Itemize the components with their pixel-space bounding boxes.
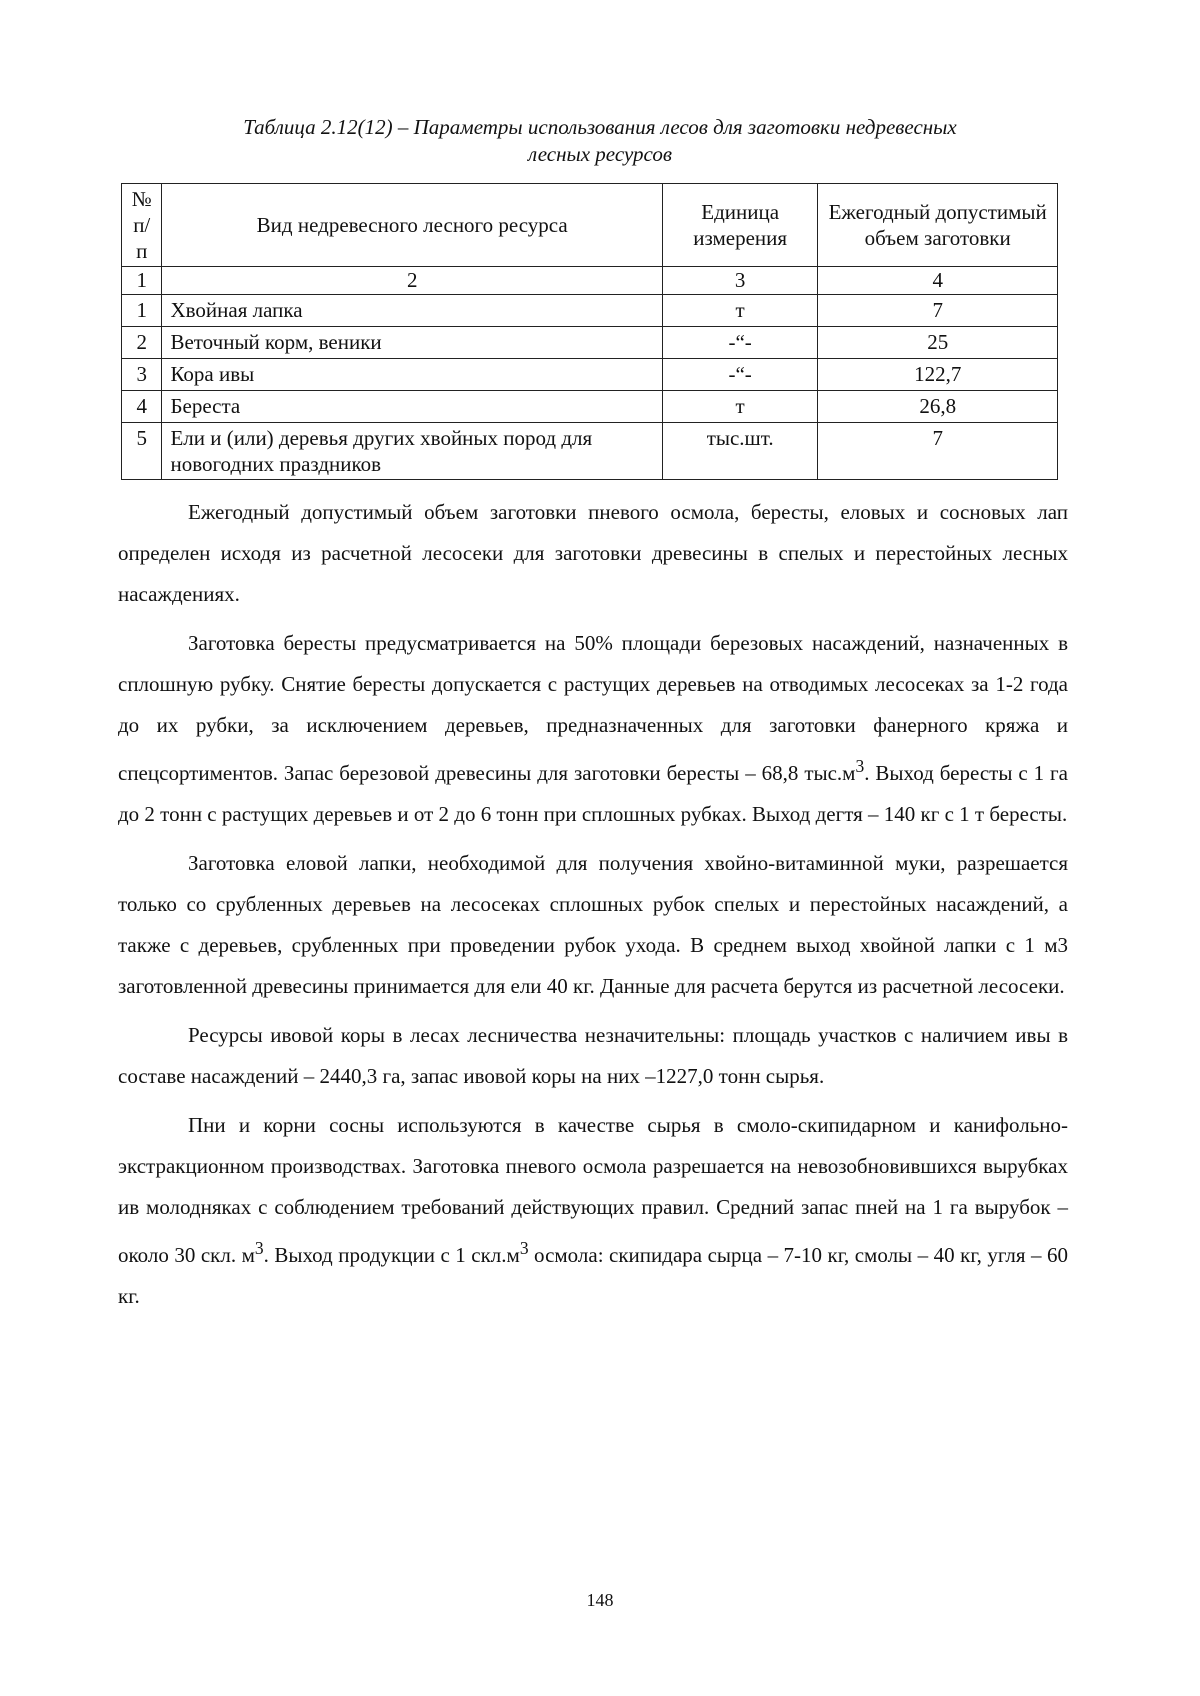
- row-volume: 122,7: [818, 359, 1058, 391]
- resources-table: [121, 183, 1058, 480]
- paragraph-5-part-b: . Выход продукции с 1 скл.м: [263, 1243, 520, 1267]
- superscript-3: 3: [519, 1238, 529, 1258]
- row-volume: 7: [818, 423, 1058, 480]
- paragraph-2: [118, 623, 1068, 835]
- paragraph-3: Заготовка еловой лапки, необходимой для получения хвойно-витаминной муки, разрешается только со срубленных деревьев на лесосеках сплошных рубок спелых и перестойных насаждений, а также с деревьев, срубленных при проведении рубок ухода. В среднем выход хвойной лапки с 1 м3 заготовленной древесины принимается для ели 40 кг. Данные для расчета берутся из расчетной лесосеки.: [118, 851, 1068, 998]
- table-index-row: [122, 267, 1058, 295]
- row-unit: -“-: [662, 359, 817, 391]
- row-volume: 26,8: [818, 391, 1058, 423]
- paragraph-5-part-c: осмола: скипидара сырца – 7-10 кг, смолы – 40 кг, угля – 60 кг.: [118, 1243, 1068, 1308]
- superscript-3: 3: [855, 756, 865, 776]
- row-num: 2: [122, 327, 162, 359]
- table-row: [122, 391, 1058, 423]
- row-unit: тыс.шт.: [662, 423, 817, 480]
- index-cell: 2: [162, 267, 662, 295]
- header-num: № п/п: [122, 184, 162, 267]
- page-number: 148: [586, 1590, 614, 1610]
- row-resource: Веточный корм, веники: [162, 327, 662, 359]
- header-unit: Единица измерения: [662, 184, 817, 267]
- table-row: [122, 359, 1058, 391]
- row-unit: т: [662, 295, 817, 327]
- table-header-row: [122, 184, 1058, 267]
- row-num: 1: [122, 295, 162, 327]
- row-num: 5: [122, 423, 162, 480]
- row-resource: Хвойная лапка: [162, 295, 662, 327]
- caption-line-1: Таблица 2.12(12) – Параметры использования лесов для заготовки недревесных: [243, 115, 957, 139]
- row-num: 4: [122, 391, 162, 423]
- superscript-3: 3: [254, 1238, 264, 1258]
- header-resource: Вид недревесного лесного ресурса: [162, 184, 662, 267]
- row-unit: -“-: [662, 327, 817, 359]
- row-unit: т: [662, 391, 817, 423]
- paragraph-5: [118, 1105, 1068, 1317]
- table-row: [122, 295, 1058, 327]
- row-volume: 25: [818, 327, 1058, 359]
- paragraph-5-part-a: Пни и корни сосны используются в качестве сырья в смоло-скипидарном и канифольно-экстракционном производствах. Заготовка пневого осмола разрешается на невозобновившихся вырубках ив молодняках с соблюдением требований действующих правил. Средний запас пней на 1 га вырубок – около 30 скл. м: [118, 1113, 1068, 1267]
- row-volume: 7: [818, 295, 1058, 327]
- paragraph-2-part-b: . Выход бересты с 1 га до 2 тонн с растущих деревьев и от 2 до 6 тонн при сплошных рубках. Выход дегтя – 140 кг с 1 т бересты.: [118, 761, 1068, 826]
- index-cell: 3: [662, 267, 817, 295]
- caption-line-2: лесных ресурсов: [528, 142, 672, 166]
- paragraph-4: Ресурсы ивовой коры в лесах лесничества незначительны: площадь участков с наличием ивы в составе насаждений – 2440,3 га, запас ивовой коры на них –1227,0 тонн сырья.: [118, 1023, 1068, 1088]
- row-num: 3: [122, 359, 162, 391]
- row-resource: Ели и (или) деревья других хвойных пород для новогодних праздников: [162, 423, 662, 480]
- row-resource: Береста: [162, 391, 662, 423]
- body-text: [118, 492, 1068, 1325]
- index-cell: 1: [122, 267, 162, 295]
- table-row: [122, 327, 1058, 359]
- paragraph-2-part-a: Заготовка бересты предусматривается на 50% площади березовых насаждений, назначенных в сплошную рубку. Снятие бересты допускается с растущих деревьев на отводимых лесосеках за 1-2 года до их рубки, за исключением деревьев, предназначенных для заготовки фанерного кряжа и спецсортиментов. Запас березовой древесины для заготовки бересты – 68,8 тыс.м: [118, 631, 1068, 785]
- header-volume: Ежегодный допустимый объем заготовки: [818, 184, 1058, 267]
- row-resource: Кора ивы: [162, 359, 662, 391]
- paragraph-1: Ежегодный допустимый объем заготовки пневого осмола, бересты, еловых и сосновых лап определен исходя из расчетной лесосеки для заготовки древесины в спелых и перестойных лесных насаждениях.: [118, 500, 1068, 606]
- index-cell: 4: [818, 267, 1058, 295]
- table-caption: [150, 114, 1050, 168]
- table-row: [122, 423, 1058, 480]
